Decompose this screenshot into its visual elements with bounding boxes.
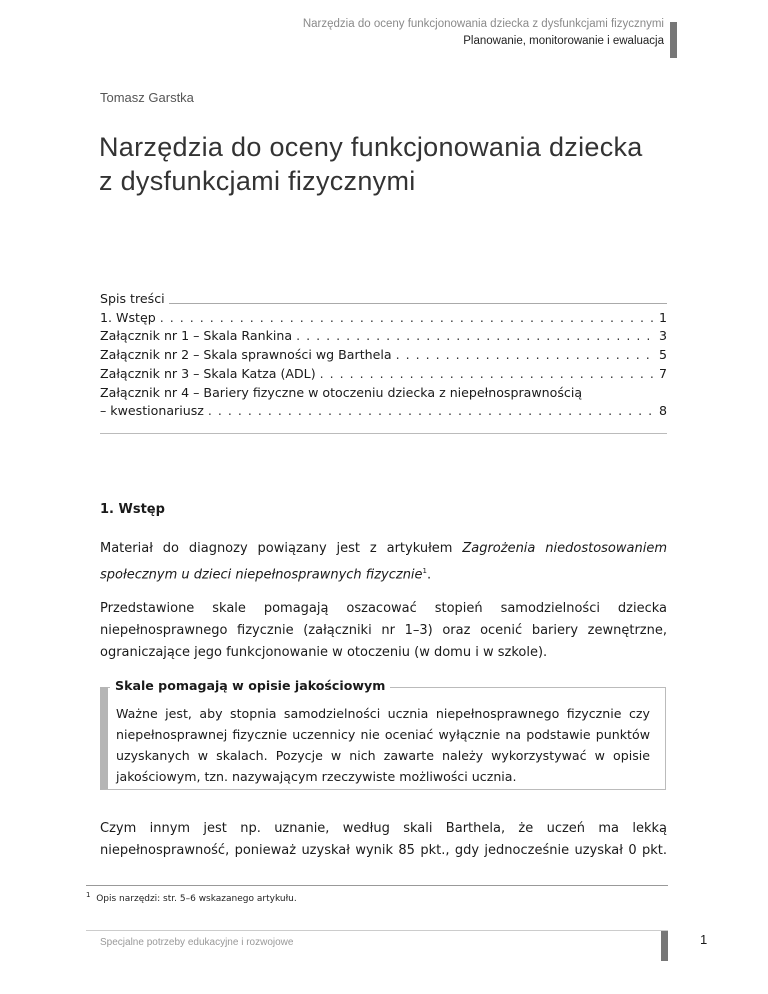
footnote-text: Opis narzędzi: str. 5–6 wskazanego artykułu. [96, 894, 297, 904]
toc-heading-label: Spis treści [100, 291, 165, 306]
toc-entry-page: 8 [658, 403, 667, 419]
toc-entry-label: Załącznik nr 3 – Skala Katza (ADL) [100, 365, 316, 381]
toc-entry-page: 1 [658, 309, 667, 325]
body-paragraph: Przedstawione skale pomagają oszacować stopień samodzielności dziecka niepełnosprawnego fizycznie (załączniki nr 1–3) oraz ocenić bariery zewnętrzne, ograniczające jego funkcjonowanie w otoczeniu (w domu i w szkole). [100, 601, 667, 660]
toc-bottom-rule [100, 433, 667, 434]
intro-text: Materiał do diagnozy powiązany jest z artykułem [100, 541, 463, 556]
toc-heading-rule [169, 303, 667, 304]
footer-title: Specjalne potrzeby edukacyjne i rozwojowe [100, 937, 294, 948]
toc-leader-dots [160, 309, 655, 328]
table-of-contents [100, 290, 667, 434]
toc-entry[interactable] [100, 327, 667, 346]
running-header [303, 16, 664, 50]
toc-entry-label-continued: – kwestionariusz [100, 403, 204, 419]
toc-entry[interactable] [100, 384, 667, 421]
running-header-title: Narzędzia do oceny funkcjonowania dziecka z dysfunkcjami fizycznymi [302, 18, 664, 30]
toc-entry-continuation [100, 402, 667, 421]
title-line-1: Narzędzia do oceny funkcjonowania dziecka [99, 132, 643, 162]
intro-end: . [427, 567, 432, 583]
toc-entry-label: Załącznik nr 4 – Bariery fizyczne w otoczeniu dziecka z niepełnosprawnością [100, 384, 583, 400]
toc-entry[interactable] [100, 309, 667, 328]
footnote-separator [86, 885, 668, 886]
toc-entry[interactable] [100, 365, 667, 384]
toc-leader-dots [296, 327, 655, 346]
info-box-text: Ważne jest, aby stopnia samodzielności ucznia niepełnosprawnego fizycznie czy niepełnosprawnej fizycznie uczennicy nie oceniać wyłącznie na podstawie punktów uzyskanych w skalach. Pozycje w nich zawarte należy wykorzystywać w opisie jakościowym, tzn. nazywającym rzeczywiste możliwości ucznia. [116, 706, 650, 784]
title-line-2: z dysfunkcjami fizycznymi [99, 166, 416, 196]
toc-leader-dots [208, 402, 655, 421]
body-paragraph: Czym innym jest np. uznanie, według skali Barthela, że uczeń ma lekką niepełnosprawność, ponieważ uzyskał wynik 85 pkt., gdy jednocześnie uzyskał 0 pkt. [100, 821, 667, 858]
footnote-reference[interactable]: 1 [422, 567, 428, 575]
toc-heading [100, 290, 667, 309]
toc-entry[interactable] [100, 346, 667, 365]
toc-entry-page: 3 [658, 328, 667, 344]
page-title [99, 130, 699, 198]
toc-leader-dots [396, 346, 655, 365]
toc-entry-label: Załącznik nr 1 – Skala Rankina [100, 328, 293, 344]
toc-leader-dots [320, 365, 655, 384]
running-header-section: Planowanie, monitorowanie i ewaluacja [463, 35, 664, 47]
footer-rule [86, 930, 668, 931]
footnote-number: 1 [86, 891, 91, 899]
section-heading: 1. Wstęp [100, 502, 165, 517]
toc-entry-page: 5 [658, 347, 667, 363]
toc-entry-label: Załącznik nr 2 – Skala sprawności wg Barthela [100, 347, 392, 363]
footnote [86, 891, 297, 904]
info-box-title: Skale pomagają w opisie jakościowym [110, 678, 390, 693]
footer-accent-bar [661, 931, 668, 961]
toc-entry-label: 1. Wstęp [100, 309, 156, 325]
page-number: 1 [700, 932, 708, 947]
header-accent-bar [670, 22, 677, 58]
intro-paragraph [100, 538, 667, 586]
article-title-italic: Zagrożenia niedostosowaniem społecznym u dzieci niepełnosprawnych fizycznie [100, 541, 667, 583]
author-name: Tomasz Garstka [100, 90, 194, 105]
toc-entry-page: 7 [658, 365, 667, 381]
